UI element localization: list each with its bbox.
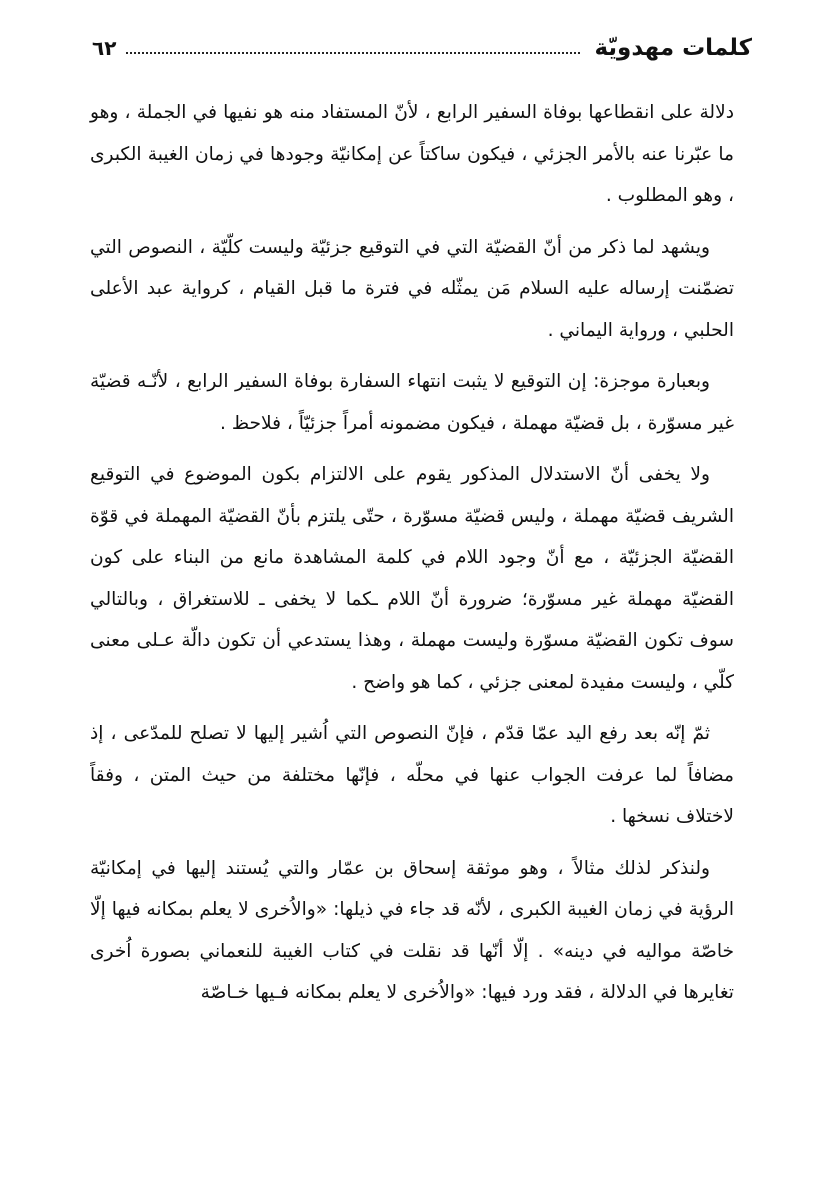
paragraph-6: ولنذكر لذلك مثالاً ، وهو موثقة إسحاق بن عمّار والتي يُستند إليها في إمكانيّة الرؤية في زمان الغيبة الكبرى ، لأنّه قد جاء في ذيلها: «والاُخرى لا يعلم بمكانه فيها إلّا خاصّة مواليه في دينه» . إلّا أنّها قد نقلت في كتاب الغيبة للنعماني بصورة اُخرى تغايرها في الدلالة ، فقد ورد فيها: «والاُخرى لا يعلم بمكانه فـيها خـاصّة bbox=[90, 857, 734, 1003]
paragraph-5: ثمّ إنّه بعد رفع اليد عمّا قدّم ، فإنّ النصوص التي اُشير إليها لا تصلح للمدّعى ، إذ مضافاً لما عرفت الجواب عنها في محلّه ، فإنّها مختلفة من حيث المتن ، وفقاً لاختلاف نسخها . bbox=[90, 723, 734, 827]
page-number: ٦٢ bbox=[92, 36, 117, 60]
paragraph-3: وبعبارة موجزة: إن التوقيع لا يثبت انتهاء السفارة بوفاة السفير الرابع ، لأنّـه قضيّة غير مسوّرة ، بل قضيّة مهملة ، فيكون مضمونه أمراً جزئيّاً ، فلاحظ . bbox=[90, 371, 734, 434]
running-title: كلمات مهدويّة bbox=[594, 35, 752, 61]
paragraph-1: دلالة على انقطاعها بوفاة السفير الرابع ، لأنّ المستفاد منه هو نفيها في الجملة ، وهو ما عبّرنا عنه بالأمر الجزئي ، فيكون ساكتاً عن إمكانيّة وجودها في زمان الغيبة الكبرى ، وهو المطلوب . bbox=[90, 102, 734, 206]
dotted-leader bbox=[126, 52, 580, 54]
paragraph-4: ولا يخفى أنّ الاستدلال المذكور يقوم على الالتزام بكون الموضوع في التوقيع الشريف قضيّة مهملة ، وليس قضيّة مسوّرة ، حتّى يلتزم بأنّ القضيّة المهملة في قوّة القضيّة الجزئيّة ، مع أنّ وجود اللام في كلمة المشاهدة مانع من البناء على كون القضيّة مهملة غير مسوّرة؛ ضرورة أنّ اللام ـكما لا يخفى ـ للاستغراق ، وبالتالي سوف تكون القضيّة مسوّرة وليست مهملة ، وهذا يستدعي أن تكون دالّة عـلى معنى كلّي ، وليست مفيدة لمعنى جزئي ، كما هو واضح . bbox=[90, 464, 734, 693]
paragraph-2: ويشهد لما ذكر من أنّ القضيّة التي في التوقيع جزئيّة وليست كلّيّة ، النصوص التي تضمّنت إرساله عليه السلام مَن يمثّله في فترة ما قبل القيام ، كرواية عبد الأعلى الحلبي ، ورواية اليماني . bbox=[90, 236, 734, 341]
body-text bbox=[90, 92, 734, 1014]
page-header bbox=[92, 30, 752, 66]
